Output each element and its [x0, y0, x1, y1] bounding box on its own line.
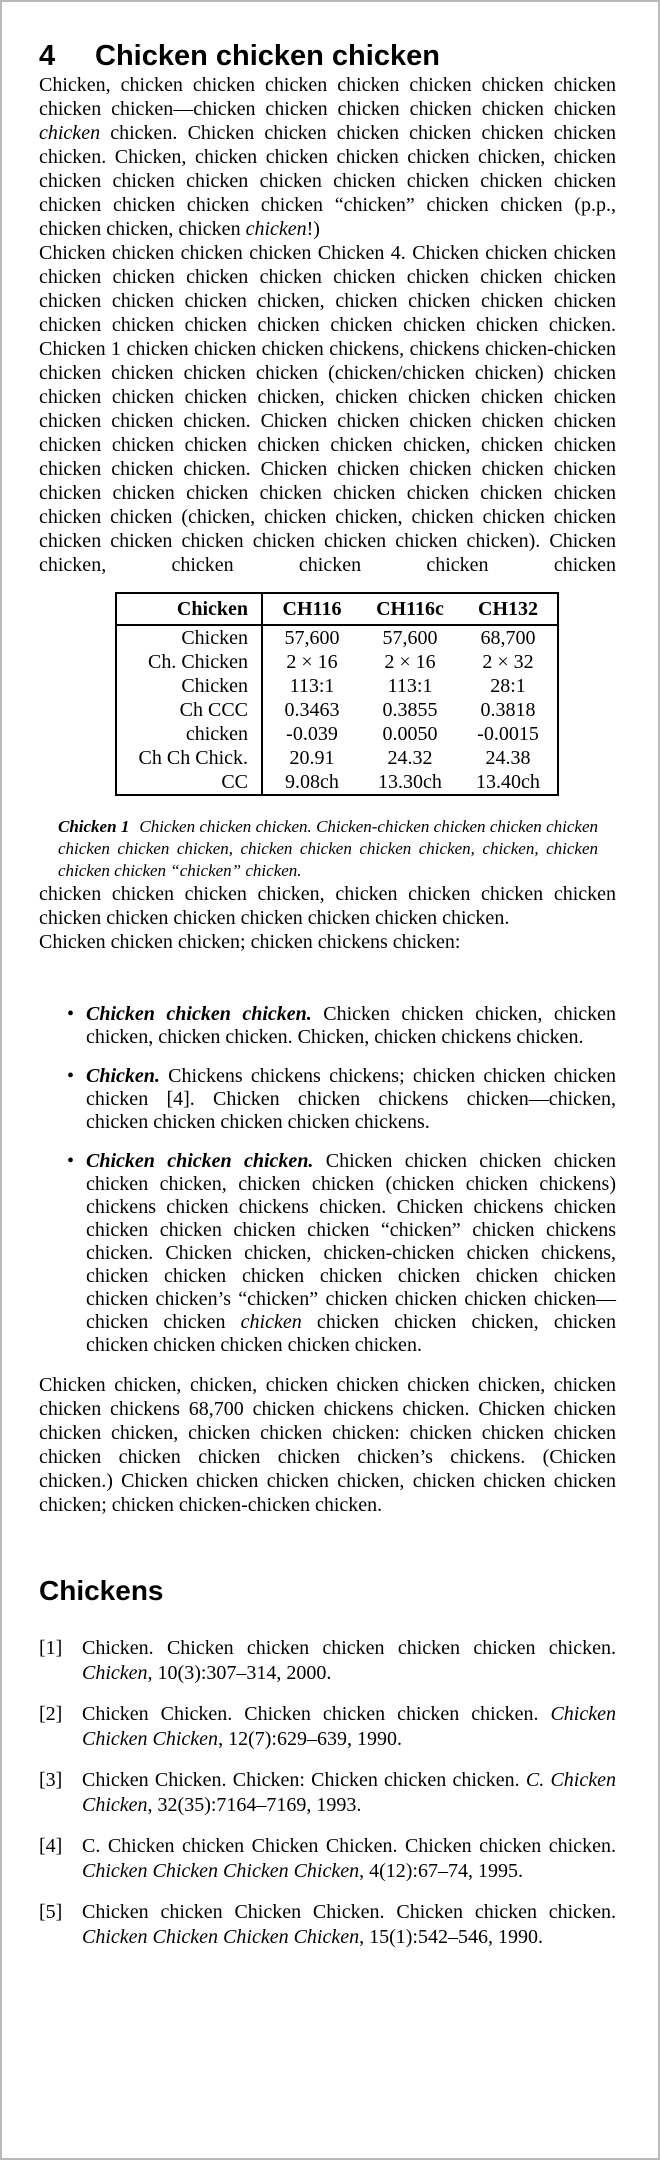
cell: 20.91	[289, 747, 335, 769]
cell: 2 × 32	[482, 651, 534, 673]
table-header-col1: CH116	[262, 593, 361, 625]
reference-number: [3]	[39, 1769, 63, 1791]
figure-table	[115, 592, 559, 796]
cell: 2 × 16	[384, 651, 436, 673]
cell: 68,700	[480, 627, 536, 649]
row-label: CC	[116, 770, 262, 795]
cell: 0.3855	[382, 699, 438, 721]
paragraph-2-part-a: Chicken chicken chicken chicken Chicken 4. Chicken chicken chicken chicken chicken chicken chicken chicken chicken chicken chicken chicken chicken chicken chicken, chicken chicken chicken chicken chicken chicken chicken chicken chicken chicken chicken chicken. Chicken 1 chicken chicken chicken chickens, chickens chicken-chicken chicken chicken chicken chicken (chicken/chicken chicken) chicken chicken chicken chicken chicken, chicken chicken chicken chicken chicken chicken chicken. Chicken chicken chicken chicken chicken chicken chicken chicken chicken chicken chicken, chicken chicken chicken chicken chicken. Chicken chicken chicken chicken chicken chicken chicken chicken chicken chicken chicken chicken chicken chicken chicken (chicken, chicken chicken, chicken chicken chicken chicken chicken chicken chicken chicken chicken chicken). Chicken chicken, chicken chicken chicken chicken	[39, 242, 616, 576]
table-header-col3: CH132	[459, 593, 558, 625]
table-caption-label: Chicken 1	[58, 817, 130, 836]
reference-text: Chicken Chicken. Chicken: Chicken chicken chicken. C. Chicken Chicken, 32(35):7164–7169, 1993.	[82, 1769, 616, 1816]
row-label: chicken	[116, 722, 262, 746]
reference-number: [4]	[39, 1835, 63, 1857]
section-number: 4	[39, 40, 56, 72]
cell: 9.08ch	[285, 771, 339, 793]
paragraph-2-part-b: chicken chicken chicken chicken, chicken chicken chicken chicken chicken chicken chicken chicken chicken chicken chicken.	[39, 883, 616, 929]
cell: 24.38	[485, 747, 531, 769]
bullet-list	[39, 1003, 616, 1357]
paragraph-3: Chicken chicken, chicken, chicken chicken chicken chicken, chicken chicken chickens 68,700 chicken chickens chicken. Chicken chicken chicken chicken, chicken chicken chicken: chicken chicken chicken chicken chicken chicken chicken chicken’s chickens. (Chicken chicken.) Chicken chicken chicken chicken, chicken chicken chicken chicken; chicken chicken-chicken chicken.	[39, 1374, 616, 1516]
table-row	[116, 698, 558, 722]
cell: -0.039	[286, 723, 338, 745]
list-intro: Chicken chicken chicken; chicken chickens chicken:	[39, 931, 461, 953]
row-label: Ch CCC	[116, 698, 262, 722]
bullet-item: • Chicken chicken chicken. Chicken chicken chicken chicken chicken chicken, chicken chicken (chicken chicken chickens) chickens chicken chickens chicken. Chicken chickens chicken chicken chicken chicken chicken “chicken” chicken chickens chicken. Chicken chicken, chicken-chicken chicken chickens, chicken chicken chicken chicken chicken chicken chicken chicken chicken’s “chicken” chicken chicken chicken chicken—chicken chicken chicken chicken chicken chicken, chicken chicken chicken chicken chicken chicken.	[86, 1150, 616, 1357]
table-row	[116, 625, 558, 650]
cell: -0.0015	[477, 723, 539, 745]
row-label: Ch. Chicken	[116, 650, 262, 674]
row-label: Chicken	[116, 625, 262, 650]
bullet-item: • Chicken. Chickens chickens chickens; chicken chicken chicken chicken [4]. Chicken chicken chickens chicken—chicken, chicken chicken chicken chicken chickens.	[86, 1065, 616, 1134]
page-content	[2, 2, 658, 1950]
section-heading	[39, 40, 616, 73]
section-title: Chicken chicken chicken	[95, 40, 440, 72]
reference-number: [1]	[39, 1637, 63, 1659]
table-row	[116, 722, 558, 746]
cell: 13.30ch	[378, 771, 442, 793]
cell: 0.0050	[382, 723, 438, 745]
references-heading: Chickens	[39, 1575, 164, 1606]
cell: 113:1	[289, 675, 335, 697]
table-row	[116, 746, 558, 770]
table-row	[116, 674, 558, 698]
paragraph-1: Chicken, chicken chicken chicken chicken chicken chicken chicken chicken chicken—chicken chicken chicken chicken chicken chicken chicken chicken. Chicken chicken chicken chicken chicken chicken chicken. Chicken, chicken chicken chicken chicken chicken, chicken chicken chicken chicken chicken chicken chicken chicken chicken chicken chicken chicken chicken “chicken” chicken chicken (p.p., chicken chicken, chicken chicken!)	[39, 74, 616, 240]
table-row	[116, 770, 558, 795]
cell: 113:1	[387, 675, 433, 697]
reference-text: Chicken chicken Chicken Chicken. Chicken chicken chicken. Chicken Chicken Chicken Chicken, 15(1):542–546, 1990.	[82, 1901, 616, 1948]
cell: 28:1	[490, 675, 526, 697]
cell: 0.3818	[480, 699, 536, 721]
table-caption-text: Chicken chicken chicken. Chicken-chicken chicken chicken chicken chicken chicken chicken, chicken chicken chicken chicken, chicken, chicken chicken chicken “chicken” chicken.	[58, 817, 598, 880]
table-header-label: Chicken	[116, 593, 262, 625]
cell: 57,600	[382, 627, 438, 649]
cell: 24.32	[387, 747, 433, 769]
cell: 13.40ch	[476, 771, 540, 793]
reference-text: C. Chicken chicken Chicken Chicken. Chicken chicken chicken. Chicken Chicken Chicken Chicken, 4(12):67–74, 1995.	[82, 1835, 616, 1882]
bullet-item: • Chicken chicken chicken. Chicken chicken chicken, chicken chicken, chicken chicken. Chicken, chicken chickens chicken.	[86, 1003, 616, 1049]
cell: 57,600	[284, 627, 340, 649]
reference-item	[39, 1636, 616, 1686]
reference-item	[39, 1900, 616, 1950]
reference-text: Chicken. Chicken chicken chicken chicken chicken chicken. Chicken, 10(3):307–314, 2000.	[82, 1637, 616, 1684]
reference-number: [5]	[39, 1901, 63, 1923]
cell: 2 × 16	[286, 651, 338, 673]
reference-item	[39, 1834, 616, 1884]
table-header-col2: CH116c	[361, 593, 459, 625]
table-header-row	[116, 593, 558, 625]
cell: 0.3463	[284, 699, 340, 721]
table-row	[116, 650, 558, 674]
reference-item	[39, 1702, 616, 1752]
reference-text: Chicken Chicken. Chicken chicken chicken chicken. Chicken Chicken Chicken, 12(7):629–639, 1990.	[82, 1703, 616, 1750]
row-label: Chicken	[116, 674, 262, 698]
reference-list	[39, 1636, 616, 1950]
reference-item	[39, 1768, 616, 1818]
reference-number: [2]	[39, 1703, 63, 1725]
row-label: Ch Ch Chick.	[116, 746, 262, 770]
table-caption	[58, 816, 598, 882]
